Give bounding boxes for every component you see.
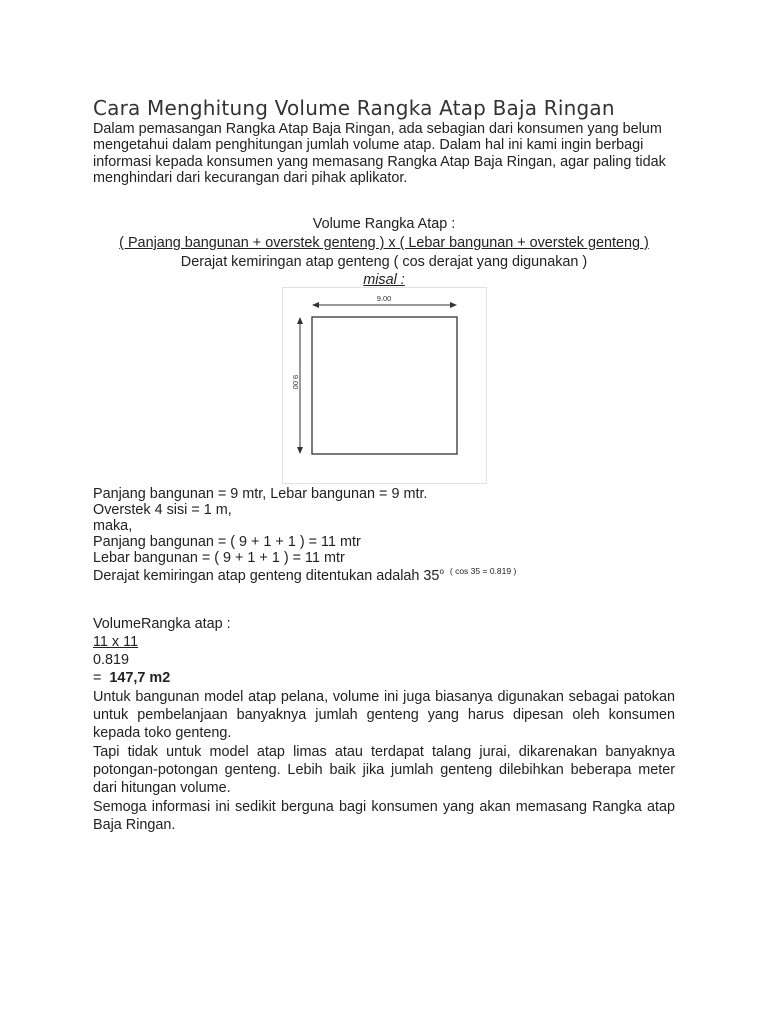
formula-denominator: Derajat kemiringan atap genteng ( cos derajat yang digunakan ) [180,254,588,270]
example-line-5: Lebar bangunan = ( 9 + 1 + 1 ) = 11 mtr [93,550,345,566]
example-line-1: Panjang bangunan = 9 mtr, Lebar bangunan = 9 mtr. [93,486,428,502]
example-label: misal : [363,272,405,288]
formula-numerator-text: ( Panjang bangunan + overstek genteng ) x ( Lebar bangunan + overstek genteng ) [119,235,649,251]
result-numerator-row [93,634,138,650]
paragraph-closing: Semoga informasi ini sedikit berguna bagi konsumen yang akan memasang Rangka atap Baja Ringan. [93,799,675,834]
result-heading: VolumeRangka atap : [93,616,231,632]
degree-symbol: o [439,567,444,576]
example-label-row [93,272,675,288]
width-label: 9.00 [376,294,392,303]
result-value: 147,7 m2 [109,670,171,686]
page-title: Cara Menghitung Volume Rangka Atap Baja Ringan [93,96,615,120]
building-plan-diagram [282,287,487,484]
formula-numerator [93,235,675,251]
example-line-3: maka, [93,518,133,534]
result-numerator: 11 x 11 [93,634,139,650]
result-value-row [93,670,170,686]
slope-text: Derajat kemiringan atap genteng ditentukan adalah 35 [93,568,440,584]
example-line-4: Panjang bangunan = ( 9 + 1 + 1 ) = 11 mtr [93,534,361,550]
intro-paragraph: Dalam pemasangan Rangka Atap Baja Ringan, ada sebagian dari konsumen yang belum mengetahui dalam penghitungan jumlah volume atap. Dalam hal ini kami ingin berbagi informasi kepada konsumen yang memasang Rangka Atap Baja Ringan, agar paling tidak menghindari dari kecurangan dari pihak aplikator. [93,121,666,187]
paragraph-pelana: Untuk bangunan model atap pelana, volume ini juga biasanya digunakan sebagai patokan untuk pembelanjaan banyaknya jumlah genteng yang harus dipesan oleh konsumen kepada toko genteng. [93,689,675,742]
example-line-6 [93,568,516,584]
example-line-2: Overstek 4 sisi = 1 m, [93,502,232,518]
result-denominator: 0.819 [93,652,130,668]
plan-svg [282,287,487,484]
paragraph-limas: Tapi tidak untuk model atap limas atau terdapat talang jurai, dikarenakan banyaknya potongan-potongan genteng. Lebih baik jika jumlah genteng dilebihkan beberapa meter dari hitungan volume. [93,744,675,797]
equals-sign: = [93,670,102,686]
height-label: 9.00 [291,374,300,390]
cos-note: ( cos 35 = 0.819 ) [449,566,517,576]
formula-heading: Volume Rangka Atap : [312,216,456,232]
